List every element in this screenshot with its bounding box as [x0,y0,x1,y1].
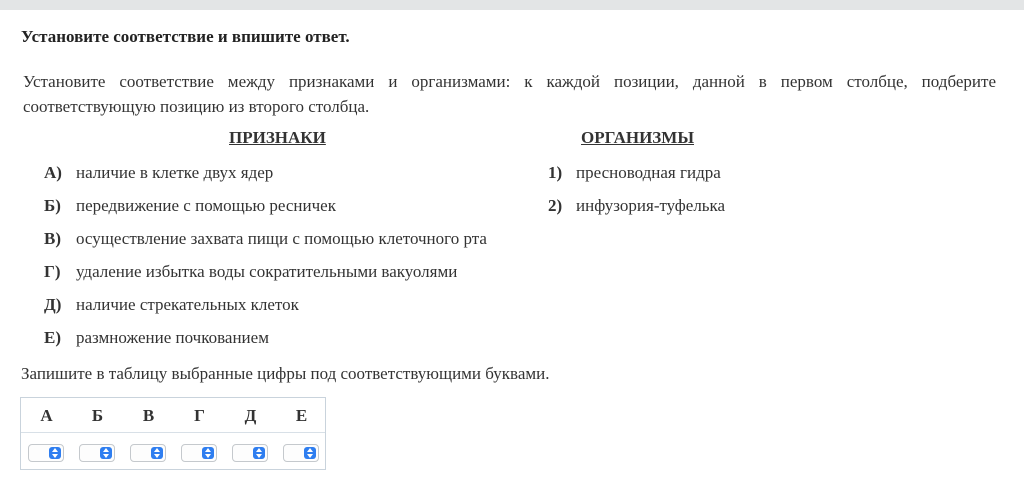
answer-instruction: Запишите в таблицу выбранные цифры под соответствующими буквами. [21,364,550,383]
answer-header-cell: Д [244,406,257,425]
answer-header-cell: Г [194,406,205,425]
feature-text: передвижение с помощью ресничек [76,196,336,215]
answer-select-e[interactable] [283,444,319,462]
organism-marker: 2) [548,196,563,215]
updown-arrows-icon [100,447,112,459]
feature-text: удаление избытка воды сократительными вакуолями [76,262,458,281]
feature-marker: Е) [44,328,61,347]
feature-marker: Д) [44,295,62,314]
feature-text: размножение почкованием [76,328,269,347]
organisms-column-title: ОРГАНИЗМЫ [581,128,695,147]
answer-table [20,397,326,470]
top-bar [0,0,1024,10]
feature-marker: В) [44,229,61,248]
task-intro: Установите соответствие между признаками и организмами: к каждой позиции, данной в первом столбце, подберите соответствующую позицию из второго столбца. [23,72,996,116]
feature-marker: Б) [44,196,61,215]
answer-header-cell: Е [295,406,308,425]
features-column-title: ПРИЗНАКИ [229,128,326,147]
updown-arrows-icon [202,447,214,459]
feature-marker: Г) [44,262,61,281]
answer-select-v[interactable] [130,444,166,462]
answer-header-cell: А [40,406,53,425]
organism-text: инфузория-туфелька [576,196,726,215]
answer-select-a[interactable] [28,444,64,462]
task-heading: Установите соответствие и впишите ответ. [21,27,350,46]
feature-text: наличие стрекательных клеток [76,295,299,314]
answer-select-g[interactable] [181,444,217,462]
answer-select-b[interactable] [79,444,115,462]
feature-text: осуществление захвата пищи с помощью клеточного рта [76,229,487,248]
answer-select-d[interactable] [232,444,268,462]
answer-header-cell: Б [91,406,104,425]
updown-arrows-icon [304,447,316,459]
updown-arrows-icon [151,447,163,459]
organism-text: пресноводная гидра [576,163,721,182]
table-divider [21,432,325,433]
feature-text: наличие в клетке двух ядер [76,163,274,182]
updown-arrows-icon [253,447,265,459]
updown-arrows-icon [49,447,61,459]
feature-marker: А) [44,163,62,182]
organism-marker: 1) [548,163,563,182]
answer-header-cell: В [142,406,155,425]
